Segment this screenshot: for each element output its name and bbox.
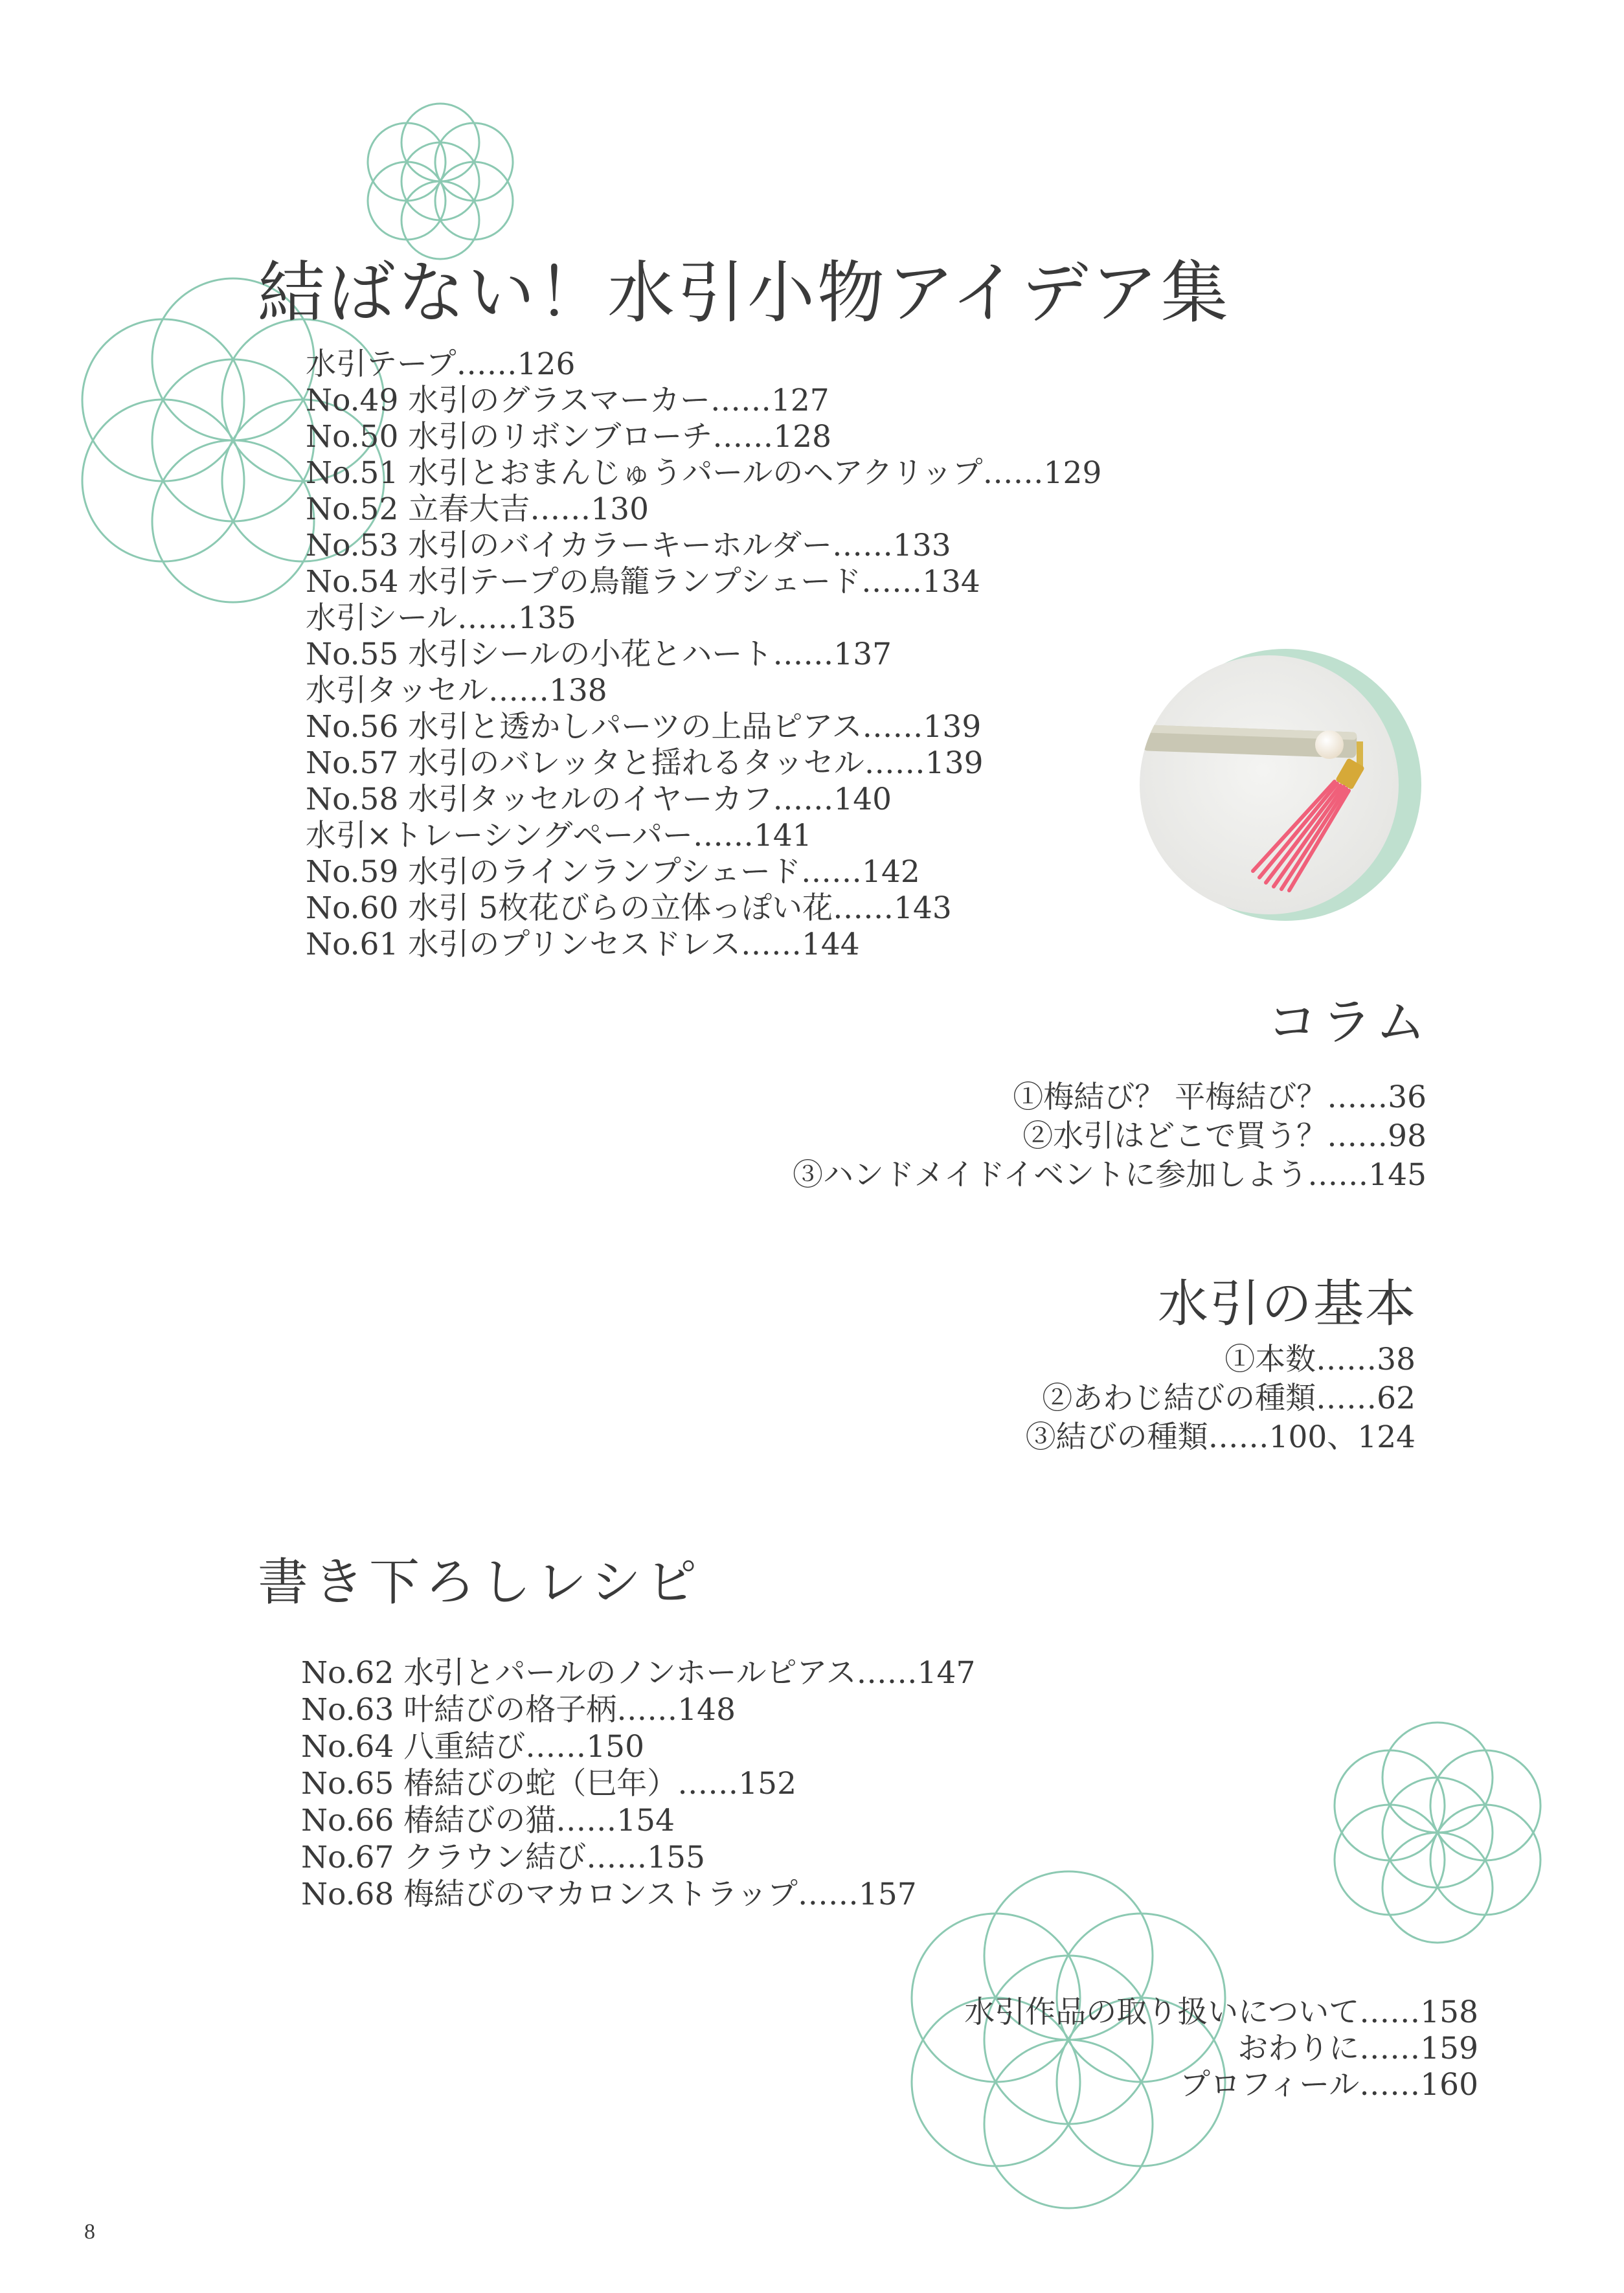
new-recipes-list [301,1655,975,1913]
list-item: No.62 水引とパールのノンホールピアス……147 [301,1655,976,1691]
list-item: No.63 叶結びの格子柄……148 [301,1692,736,1728]
list-item: 水引タッセル……138 [306,673,607,708]
list-item: ②あわじ結びの種類……62 [1042,1381,1415,1416]
list-item: No.68 梅結びのマカロンストラップ……157 [301,1877,917,1912]
list-item: 水引テープ……126 [306,346,576,382]
list-item: No.61 水引のプリンセスドレス……144 [306,927,860,962]
list-item: No.66 椿結びの猫……154 [301,1803,675,1838]
list-item: 水引×トレーシングペーパー……141 [306,818,812,853]
list-item: ③ハンドメイドイベントに参加しよう……145 [793,1157,1427,1193]
flower-motif-right [1314,1710,1561,1956]
list-item: No.56 水引と透かしパーツの上品ピアス……139 [306,709,982,745]
list-item: No.52 立春大吉……130 [306,491,649,527]
page-number: 8 [84,2220,95,2244]
list-item: No.65 椿結びの蛇（巳年）……152 [301,1766,796,1802]
section-title-column: コラム [1267,993,1430,1052]
list-item: No.58 水引タッセルのイヤーカフ……140 [306,782,892,817]
section-title-new-recipes: 書き下ろしレシピ [258,1553,703,1612]
ideas-list [306,346,1101,963]
list-item: No.57 水引のバレッタと揺れるタッセル……139 [306,745,984,781]
list-item: No.55 水引シールの小花とハート……137 [306,637,892,672]
list-item: No.67 クラウン結び……155 [301,1840,705,1875]
list-item: ②水引はどこで買う？……98 [1022,1118,1427,1154]
list-item: ③結びの種類……100、124 [1025,1419,1415,1455]
flower-motif-top [343,84,537,278]
list-item: 水引作品の取り扱いについて……158 [964,1994,1478,2030]
list-item: No.64 八重結び……150 [301,1729,644,1765]
list-item: 水引シール……135 [306,600,576,636]
list-item: No.59 水引のラインランプシェード……142 [306,854,920,890]
list-item: プロフィール……160 [1179,2067,1478,2103]
list-item: No.50 水引のリボンブローチ……128 [306,419,831,455]
list-item: ①本数……38 [1224,1342,1415,1377]
tassel-barrette-photo [1130,638,1425,932]
list-item: おわりに……159 [1237,2031,1478,2066]
basics-list [1026,1340,1415,1457]
section-title-ideas: 結ばない！水引小物アイデア集 [258,253,1231,332]
list-item: ①梅結び？ 平梅結び？……36 [1013,1079,1427,1115]
section-title-basics: 水引の基本 [1157,1275,1417,1333]
list-item: No.49 水引のグラスマーカー……127 [306,383,829,418]
column-list [793,1078,1427,1195]
list-item: No.60 水引 5枚花びらの立体っぽい花……143 [306,890,952,926]
list-item: No.51 水引とおまんじゅうパールのヘアクリップ……129 [306,455,1102,491]
closing-list [964,1994,1478,2103]
list-item: No.54 水引テープの鳥籠ランプシェード……134 [306,564,980,600]
list-item: No.53 水引のバイカラーキーホルダー……133 [306,528,951,563]
